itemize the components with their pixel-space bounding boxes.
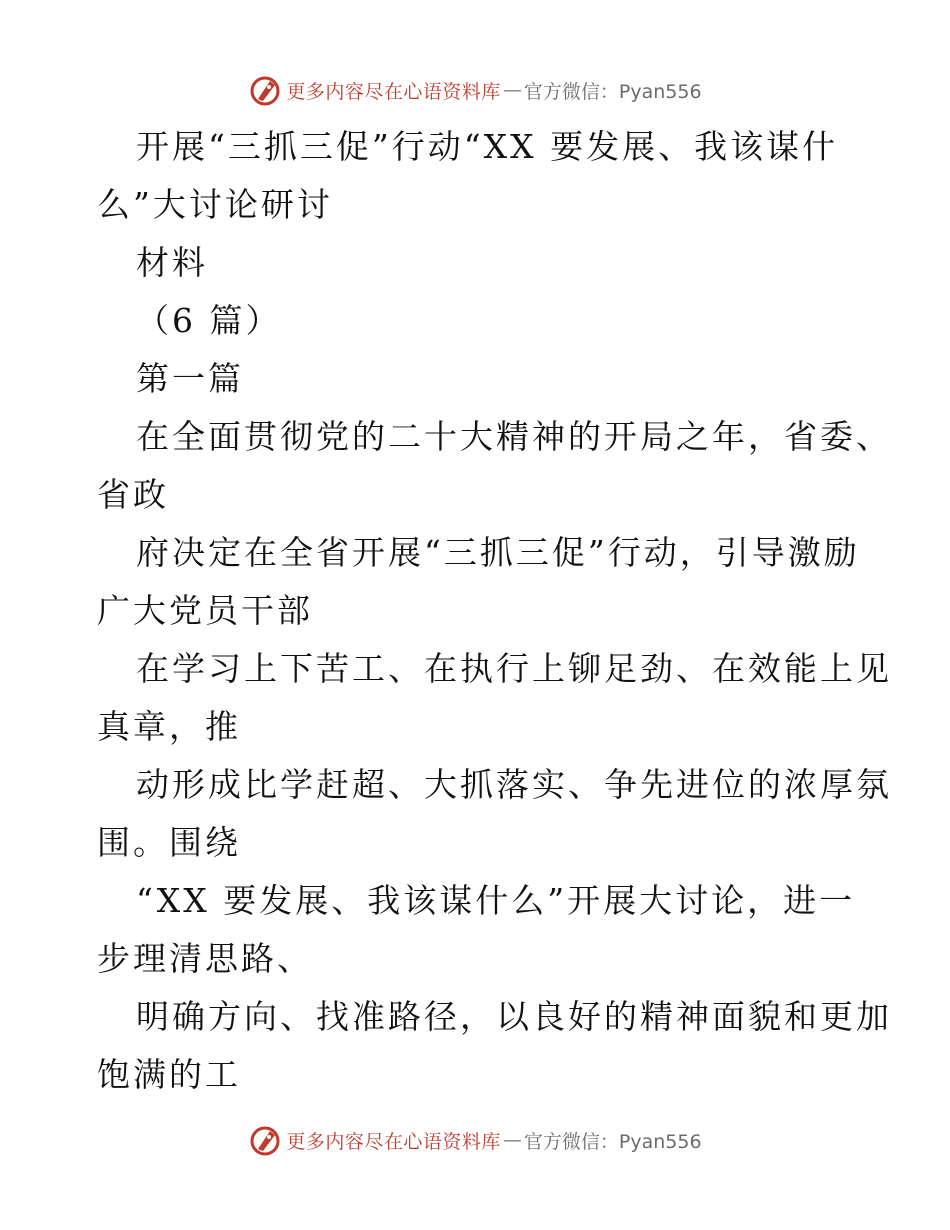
title-line-3: 材料 [136, 243, 208, 282]
paragraph-line: 在学习上下苦工、在执行上铆足劲、在效能上见 [136, 649, 892, 688]
banner-contact: 官方微信：Pyan556 [523, 80, 702, 103]
banner-dash: — [502, 79, 522, 101]
paragraph-line: 明确方向、找准路径，以良好的精神面貌和更加 [136, 997, 892, 1036]
paragraph-line: 广大党员干部 [97, 591, 313, 630]
document-body [97, 118, 892, 1104]
banner-contact: 官方微信：Pyan556 [523, 1130, 702, 1153]
pen-nib-logo-icon [248, 1123, 282, 1157]
paragraph-line: 围。围绕 [97, 823, 241, 862]
header-banner [0, 70, 950, 110]
paragraph-line: 府决定在全省开展“三抓三促”行动，引导激励 [136, 533, 860, 572]
title-line-1: 开展“三抓三促”行动“XX 要发展、我该谋什 [136, 127, 839, 166]
paragraph-line: “XX 要发展、我该谋什么”开展大讨论，进一 [136, 881, 856, 920]
paragraph-line: 动形成比学赶超、大抓落实、争先进位的浓厚氛 [136, 765, 892, 804]
paragraph-line: 饱满的工 [97, 1055, 241, 1094]
pen-nib-logo-icon [248, 73, 282, 107]
footer-banner [0, 1120, 950, 1160]
section-heading: 第一篇 [136, 359, 244, 398]
banner-title: 更多内容尽在心语资料库 [286, 1130, 501, 1153]
banner-dash: — [502, 1129, 522, 1151]
title-count: （6 篇） [136, 301, 282, 340]
paragraph-line: 在全面贯彻党的二十大精神的开局之年，省委、 [136, 417, 892, 456]
banner-title: 更多内容尽在心语资料库 [286, 80, 501, 103]
paragraph-line: 省政 [97, 475, 169, 514]
paragraph-line: 步理清思路、 [97, 939, 313, 978]
paragraph-line: 真章，推 [97, 707, 241, 746]
title-line-2: 么”大讨论研讨 [97, 185, 333, 224]
